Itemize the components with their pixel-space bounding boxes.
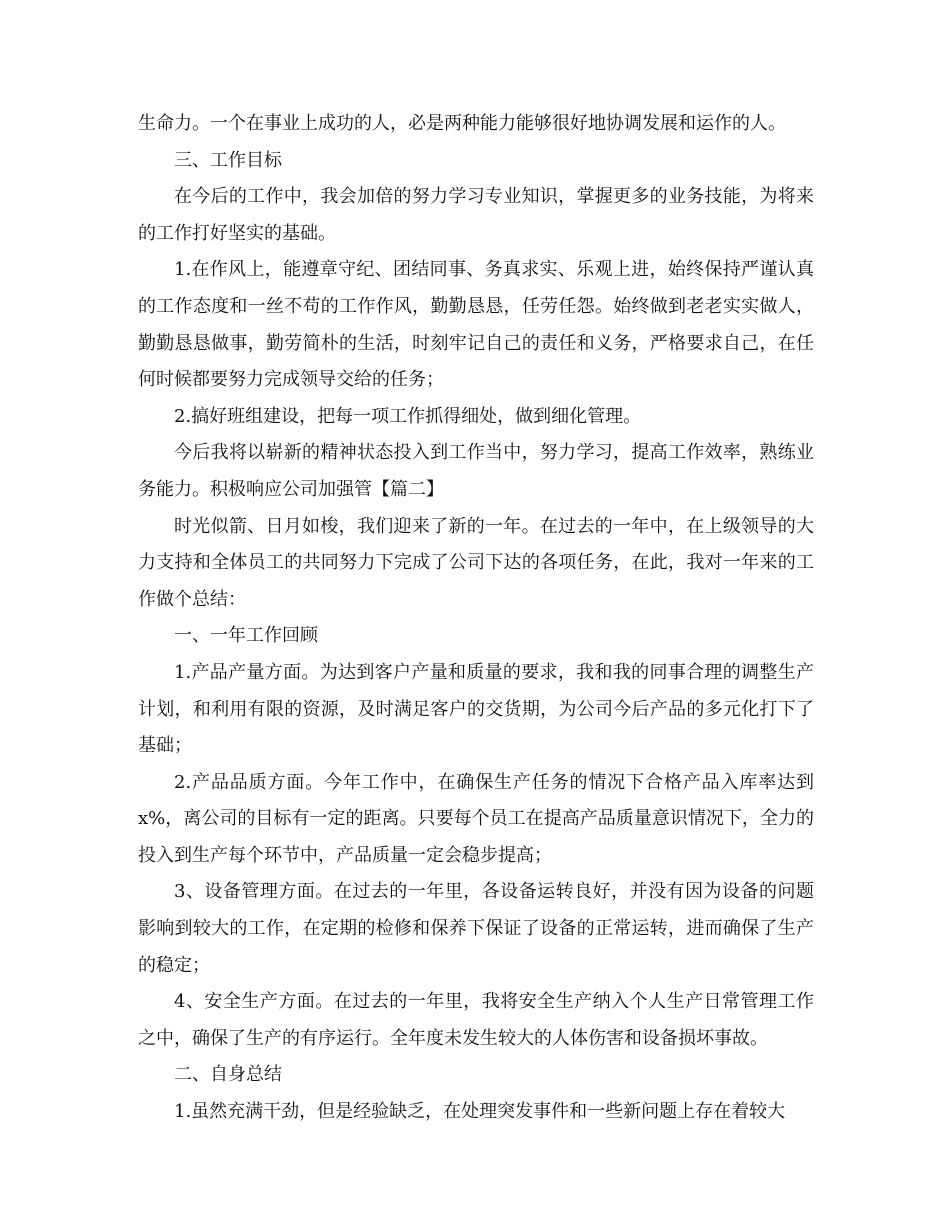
paragraph: 2.产品品质方面。今年工作中，在确保生产任务的情况下合格产品入库率达到x%，离公司的目标有一定的距离。只要每个员工在提高产品质量意识情况下，全力的投入到生产每个环节中，产品质量一定会稳步提高； bbox=[138, 771, 814, 866]
paragraph: 4、安全生产方面。在过去的一年里，我将安全生产纳入个人生产日常管理工作之中，确保了生产的有序运行。全年度未发生较大的人体伤害和设备损坏事故。 bbox=[138, 991, 814, 1049]
paragraph: 1.产品产量方面。为达到客户产量和质量的要求，我和我的同事合理的调整生产计划，和利用有限的资源，及时满足客户的交货期，为公司今后产品的多元化打下了基础； bbox=[138, 661, 814, 757]
paragraph: 1.虽然充满干劲，但是经验缺乏，在处理突发事件和一些新问题上存在着较大 bbox=[174, 1101, 786, 1123]
paragraph: 今后我将以崭新的精神状态投入到工作当中，努力学习，提高工作效率，熟练业务能力。积极响应公司加强管【篇二】 bbox=[138, 442, 814, 500]
section-heading-work-goals: 三、工作目标 bbox=[174, 149, 282, 171]
document-body bbox=[138, 106, 814, 1131]
paragraph: 时光似箭、日月如梭，我们迎来了新的一年。在过去的一年中，在上级领导的大力支持和全体员工的共同努力下完成了公司下达的各项任务，在此，我对一年来的工作做个总结： bbox=[138, 515, 814, 610]
paragraph: 在今后的工作中，我会加倍的努力学习专业知识，掌握更多的业务技能，为将来的工作打好坚实的基础。 bbox=[138, 186, 814, 244]
section-heading-self-summary: 二、自身总结 bbox=[174, 1064, 282, 1086]
paragraph: 3、设备管理方面。在过去的一年里，各设备运转良好，并没有因为设备的问题影响到较大的工作，在定期的检修和保养下保证了设备的正常运转，进而确保了生产的稳定； bbox=[138, 881, 814, 976]
section-heading-year-review: 一、一年工作回顾 bbox=[174, 625, 318, 647]
paragraph-continuation: 生命力。一个在事业上成功的人，必是两种能力能够很好地协调发展和运作的人。 bbox=[138, 113, 786, 134]
paragraph: 2.搞好班组建设，把每一项工作抓得细处，做到细化管理。 bbox=[174, 405, 642, 427]
paragraph: 1.在作风上，能遵章守纪、团结同事、务真求实、乐观上进，始终保持严谨认真的工作态度和一丝不苟的工作作风，勤勤恳恳，任劳任怨。始终做到老老实实做人，勤勤恳恳做事，勤劳简朴的生活，时刻牢记自己的责任和义务，严格要求自己，在任何时候都要努力完成领导交给的任务； bbox=[138, 259, 814, 391]
